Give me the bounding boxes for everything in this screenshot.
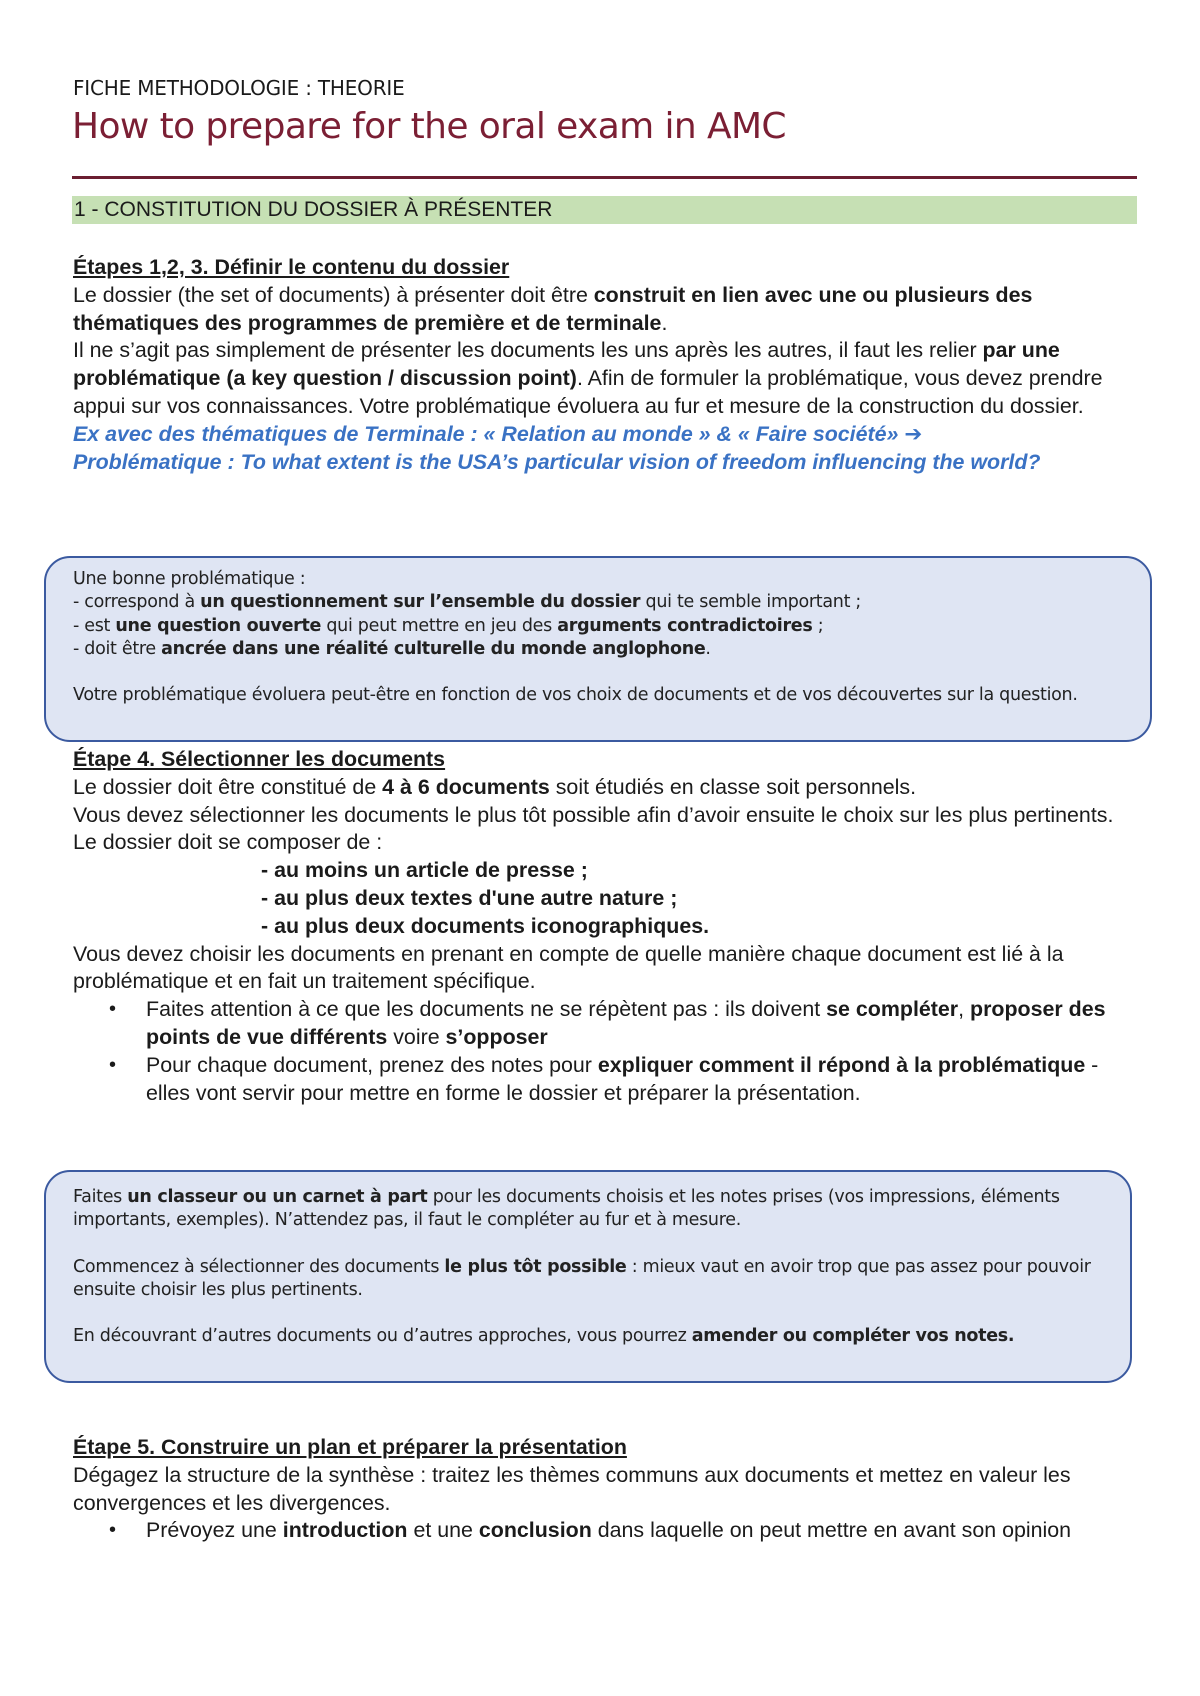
list-item xyxy=(73,1517,1138,1545)
text-run: Le dossier doit être constitué de xyxy=(73,774,383,799)
bold-text: le plus tôt possible xyxy=(444,1256,627,1277)
bold-text: un questionnement sur l’ensemble du dossier xyxy=(200,592,641,613)
box-list-item xyxy=(73,591,1150,614)
title-divider xyxy=(72,176,1137,179)
text-run: - doit être xyxy=(73,638,162,659)
box-paragraph xyxy=(73,1325,1130,1348)
step-123-heading: Étapes 1,2, 3. Définir le contenu du dossier xyxy=(73,255,510,279)
text-run: . xyxy=(661,310,668,335)
bold-text: introduction xyxy=(282,1518,408,1543)
bold-text: un classeur ou un carnet à part xyxy=(127,1187,428,1207)
text-run: . xyxy=(705,638,711,659)
bold-text: 4 à 6 documents xyxy=(382,774,550,799)
list-item xyxy=(73,996,1138,1052)
step-123-section xyxy=(73,254,1138,476)
text-run: soit étudiés en classe soit personnels. xyxy=(549,774,917,799)
text-run: Faites attention à ce que les documents ne se répètent pas : ils doivent xyxy=(146,997,827,1022)
text-run: ; xyxy=(812,615,824,636)
text-run: voire xyxy=(387,1024,446,1049)
bold-text: par une problématique (a key question / discussion point) xyxy=(73,338,1060,391)
step-4-paragraph-4: Vous devez choisir les documents en prenant en compte de quelle manière chaque document est lié à la problématique et en fait un traitement spécifique. xyxy=(73,941,1064,994)
bold-text: se compléter xyxy=(826,997,959,1022)
box-footer: Votre problématique évoluera peut-être en fonction de vos choix de documents et de vos découvertes sur la question. xyxy=(73,685,1078,706)
list-item xyxy=(73,1052,1138,1108)
spacer xyxy=(73,1233,1130,1256)
bold-text: ancrée dans une réalité culturelle du monde anglophone xyxy=(161,638,706,659)
bold-text: expliquer comment il répond à la problématique xyxy=(597,1052,1086,1077)
step-4-paragraph-2: Vous devez sélectionner les documents le plus tôt possible afin d’avoir ensuite le choix sur les plus pertinents. xyxy=(73,802,1114,827)
list-item: - au plus deux textes d'une autre nature ; xyxy=(261,885,678,910)
text-run: Prévoyez une xyxy=(146,1518,283,1543)
bold-text: proposer des points de vue différents xyxy=(146,997,1106,1049)
section-heading: 1 - CONSTITUTION DU DOSSIER À PRÉSENTER xyxy=(72,196,1137,224)
example-text: Ex avec des thématiques de Terminale : « Relation au monde » & « Faire société» xyxy=(73,421,905,446)
bold-text: amender ou compléter vos notes. xyxy=(691,1326,1015,1347)
bold-text: arguments contradictoires xyxy=(557,615,813,636)
text-run: Il ne s’agit pas simplement de présenter les documents les uns après les autres, il faut les relier xyxy=(73,338,983,363)
list-item: - au plus deux documents iconographiques. xyxy=(261,913,710,938)
box-paragraph xyxy=(73,1256,1130,1303)
bullet-icon: • xyxy=(109,998,117,1021)
spacer xyxy=(73,661,1150,684)
text-run: dans laquelle on peut mettre en avant son opinion xyxy=(591,1518,1072,1543)
text-run: : mieux vaut en avoir trop que pas assez pour pouvoir ensuite choisir les plus pertinents. xyxy=(73,1256,1091,1300)
text-run: -elles vont servir pour mettre en forme le dossier et préparer la présentation. xyxy=(146,1052,1099,1105)
step-4-paragraph-1 xyxy=(73,774,1138,802)
bold-text: une question ouverte xyxy=(115,615,322,636)
step-4-heading: Étape 4. Sélectionner les documents xyxy=(73,747,446,771)
text-run: Commencez à sélectionner des documents xyxy=(73,1256,445,1277)
bold-text: conclusion xyxy=(478,1518,592,1543)
text-run: En découvrant d’autres documents ou d’autres approches, vous pourrez xyxy=(73,1326,692,1347)
box-intro: Une bonne problématique : xyxy=(73,569,306,589)
step-5-bullets xyxy=(73,1517,1138,1545)
spacer xyxy=(73,1302,1130,1325)
step-123-paragraph-1 xyxy=(73,282,1138,338)
text-run: . Afin de formuler la problématique, vous devez prendre appui sur vos connaissances. Votre problématique évoluera au fur et mesure de la construction du dossier. xyxy=(73,366,1103,418)
step-5-section xyxy=(73,1434,1138,1545)
bold-text: construit en lien avec une ou plusieurs des thématiques des programmes de première et de terminale xyxy=(73,282,1033,335)
box-list-item xyxy=(73,615,1150,638)
text-run: qui te semble important ; xyxy=(640,592,862,613)
text-run: Faites xyxy=(73,1187,128,1207)
step-4-paragraph-3: Le dossier doit se composer de : xyxy=(73,830,383,855)
text-run: , xyxy=(958,997,971,1022)
document-requirements-list xyxy=(73,857,1138,940)
example-line-2: Problématique : To what extent is the USA’s particular vision of freedom influencing the world? xyxy=(73,449,1041,474)
right-arrow-icon: ➔ xyxy=(904,421,923,446)
step-4-section xyxy=(73,746,1138,1107)
bullet-icon: • xyxy=(109,1519,117,1542)
step-123-paragraph-2 xyxy=(73,337,1138,420)
header-label: FICHE METHODOLOGIE : THEORIE xyxy=(73,76,405,100)
text-run: - correspond à xyxy=(73,592,201,613)
text-run: et une xyxy=(407,1518,479,1543)
step-5-paragraph-1: Dégagez la structure de la synthèse : traitez les thèmes communs aux documents et mettez en valeur les convergences et les divergences. xyxy=(73,1462,1071,1515)
bullet-icon: • xyxy=(109,1053,117,1076)
text-run: qui peut mettre en jeu des xyxy=(321,615,558,636)
text-run: pour les documents choisis et les notes prises (vos impressions, éléments importants, exemples). N’attendez pas, il faut le compléter au fur et à mesure. xyxy=(73,1187,1060,1231)
step-4-bullets xyxy=(73,996,1138,1107)
text-run: - est xyxy=(73,615,116,636)
list-item: - au moins un article de presse ; xyxy=(261,858,588,883)
info-box-tips xyxy=(44,1170,1132,1383)
example-line-1 xyxy=(73,421,1138,449)
text-run: Le dossier (the set of documents) à présenter doit être xyxy=(73,282,594,307)
bold-text: s’opposer xyxy=(445,1024,548,1049)
step-5-heading: Étape 5. Construire un plan et préparer la présentation xyxy=(73,1435,627,1459)
box-list-item xyxy=(73,638,1150,661)
page-title: How to prepare for the oral exam in AMC xyxy=(72,106,786,147)
text-run: Pour chaque document, prenez des notes pour xyxy=(146,1052,598,1077)
box-paragraph xyxy=(73,1186,1130,1233)
info-box-problematique xyxy=(44,556,1152,742)
